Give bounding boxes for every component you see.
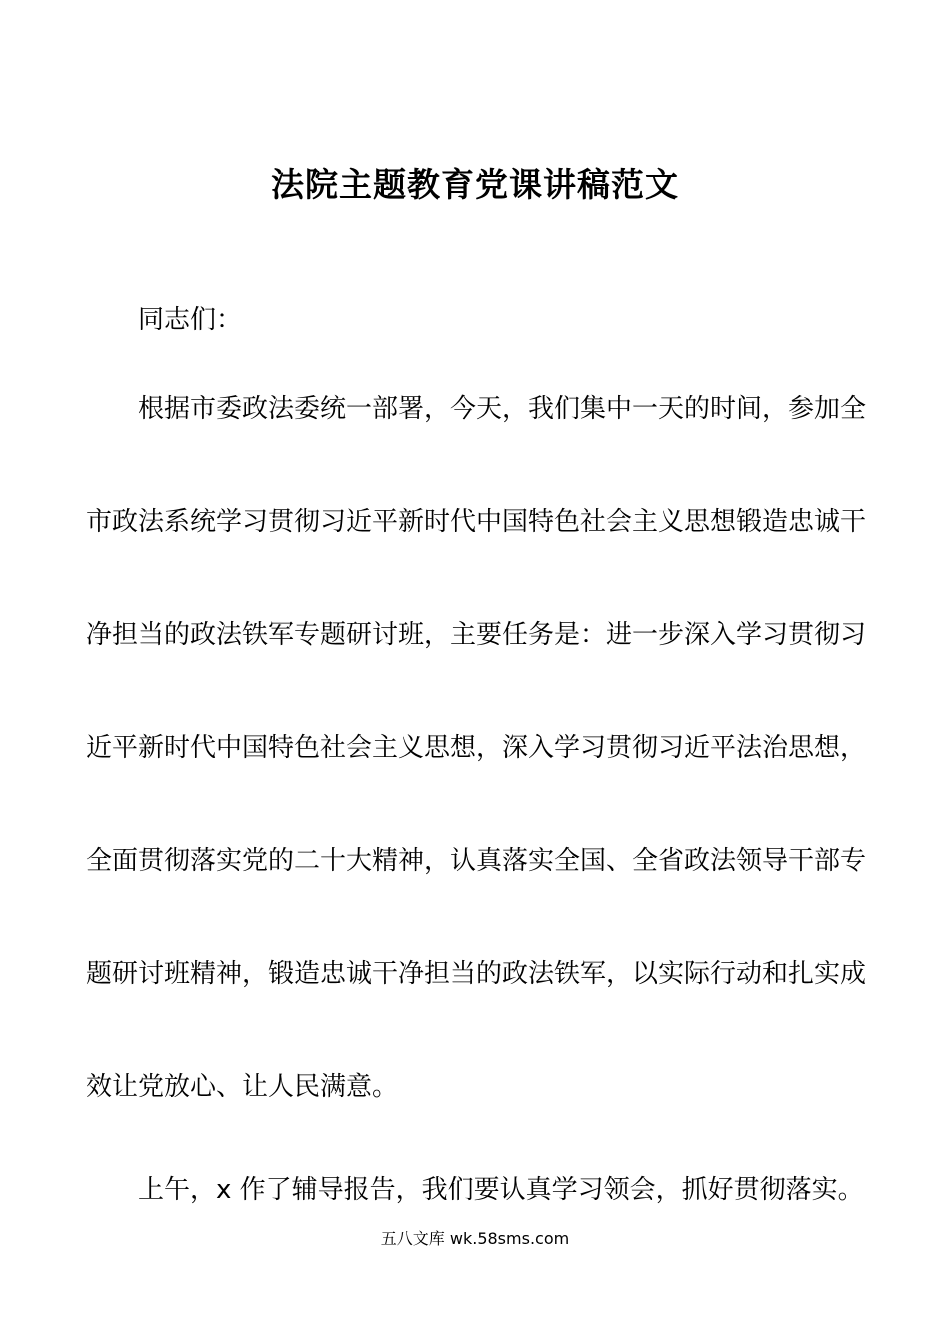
paragraph-line: 题研讨班精神，锻造忠诚干净担当的政法铁军，以实际行动和扎实成 — [86, 959, 867, 989]
paragraph-line: 上午，x 作了辅导报告，我们要认真学习领会，抓好贯彻落实。 — [138, 1175, 864, 1205]
paragraph-line: 全面贯彻落实党的二十大精神，认真落实全国、全省政法领导干部专 — [86, 846, 867, 876]
paragraph-line: 净担当的政法铁军专题研讨班，主要任务是：进一步深入学习贯彻习 — [86, 620, 867, 650]
salutation: 同志们： — [138, 305, 243, 335]
footer-watermark: 五八文库 wk.58sms.com — [380, 1229, 570, 1248]
body-paragraph-1 — [86, 353, 866, 1144]
paragraph-line: 近平新时代中国特色社会主义思想，深入学习贯彻习近平法治思想， — [86, 733, 867, 763]
paragraph-line: 效让党放心、让人民满意。 — [86, 1072, 399, 1102]
paragraph-line: 市政法系统学习贯彻习近平新时代中国特色社会主义思想锻造忠诚干 — [86, 507, 867, 537]
paragraph-line: 根据市委政法委统一部署，今天，我们集中一天的时间，参加全 — [138, 394, 867, 424]
document-title: 法院主题教育党课讲稿范文 — [271, 165, 679, 204]
